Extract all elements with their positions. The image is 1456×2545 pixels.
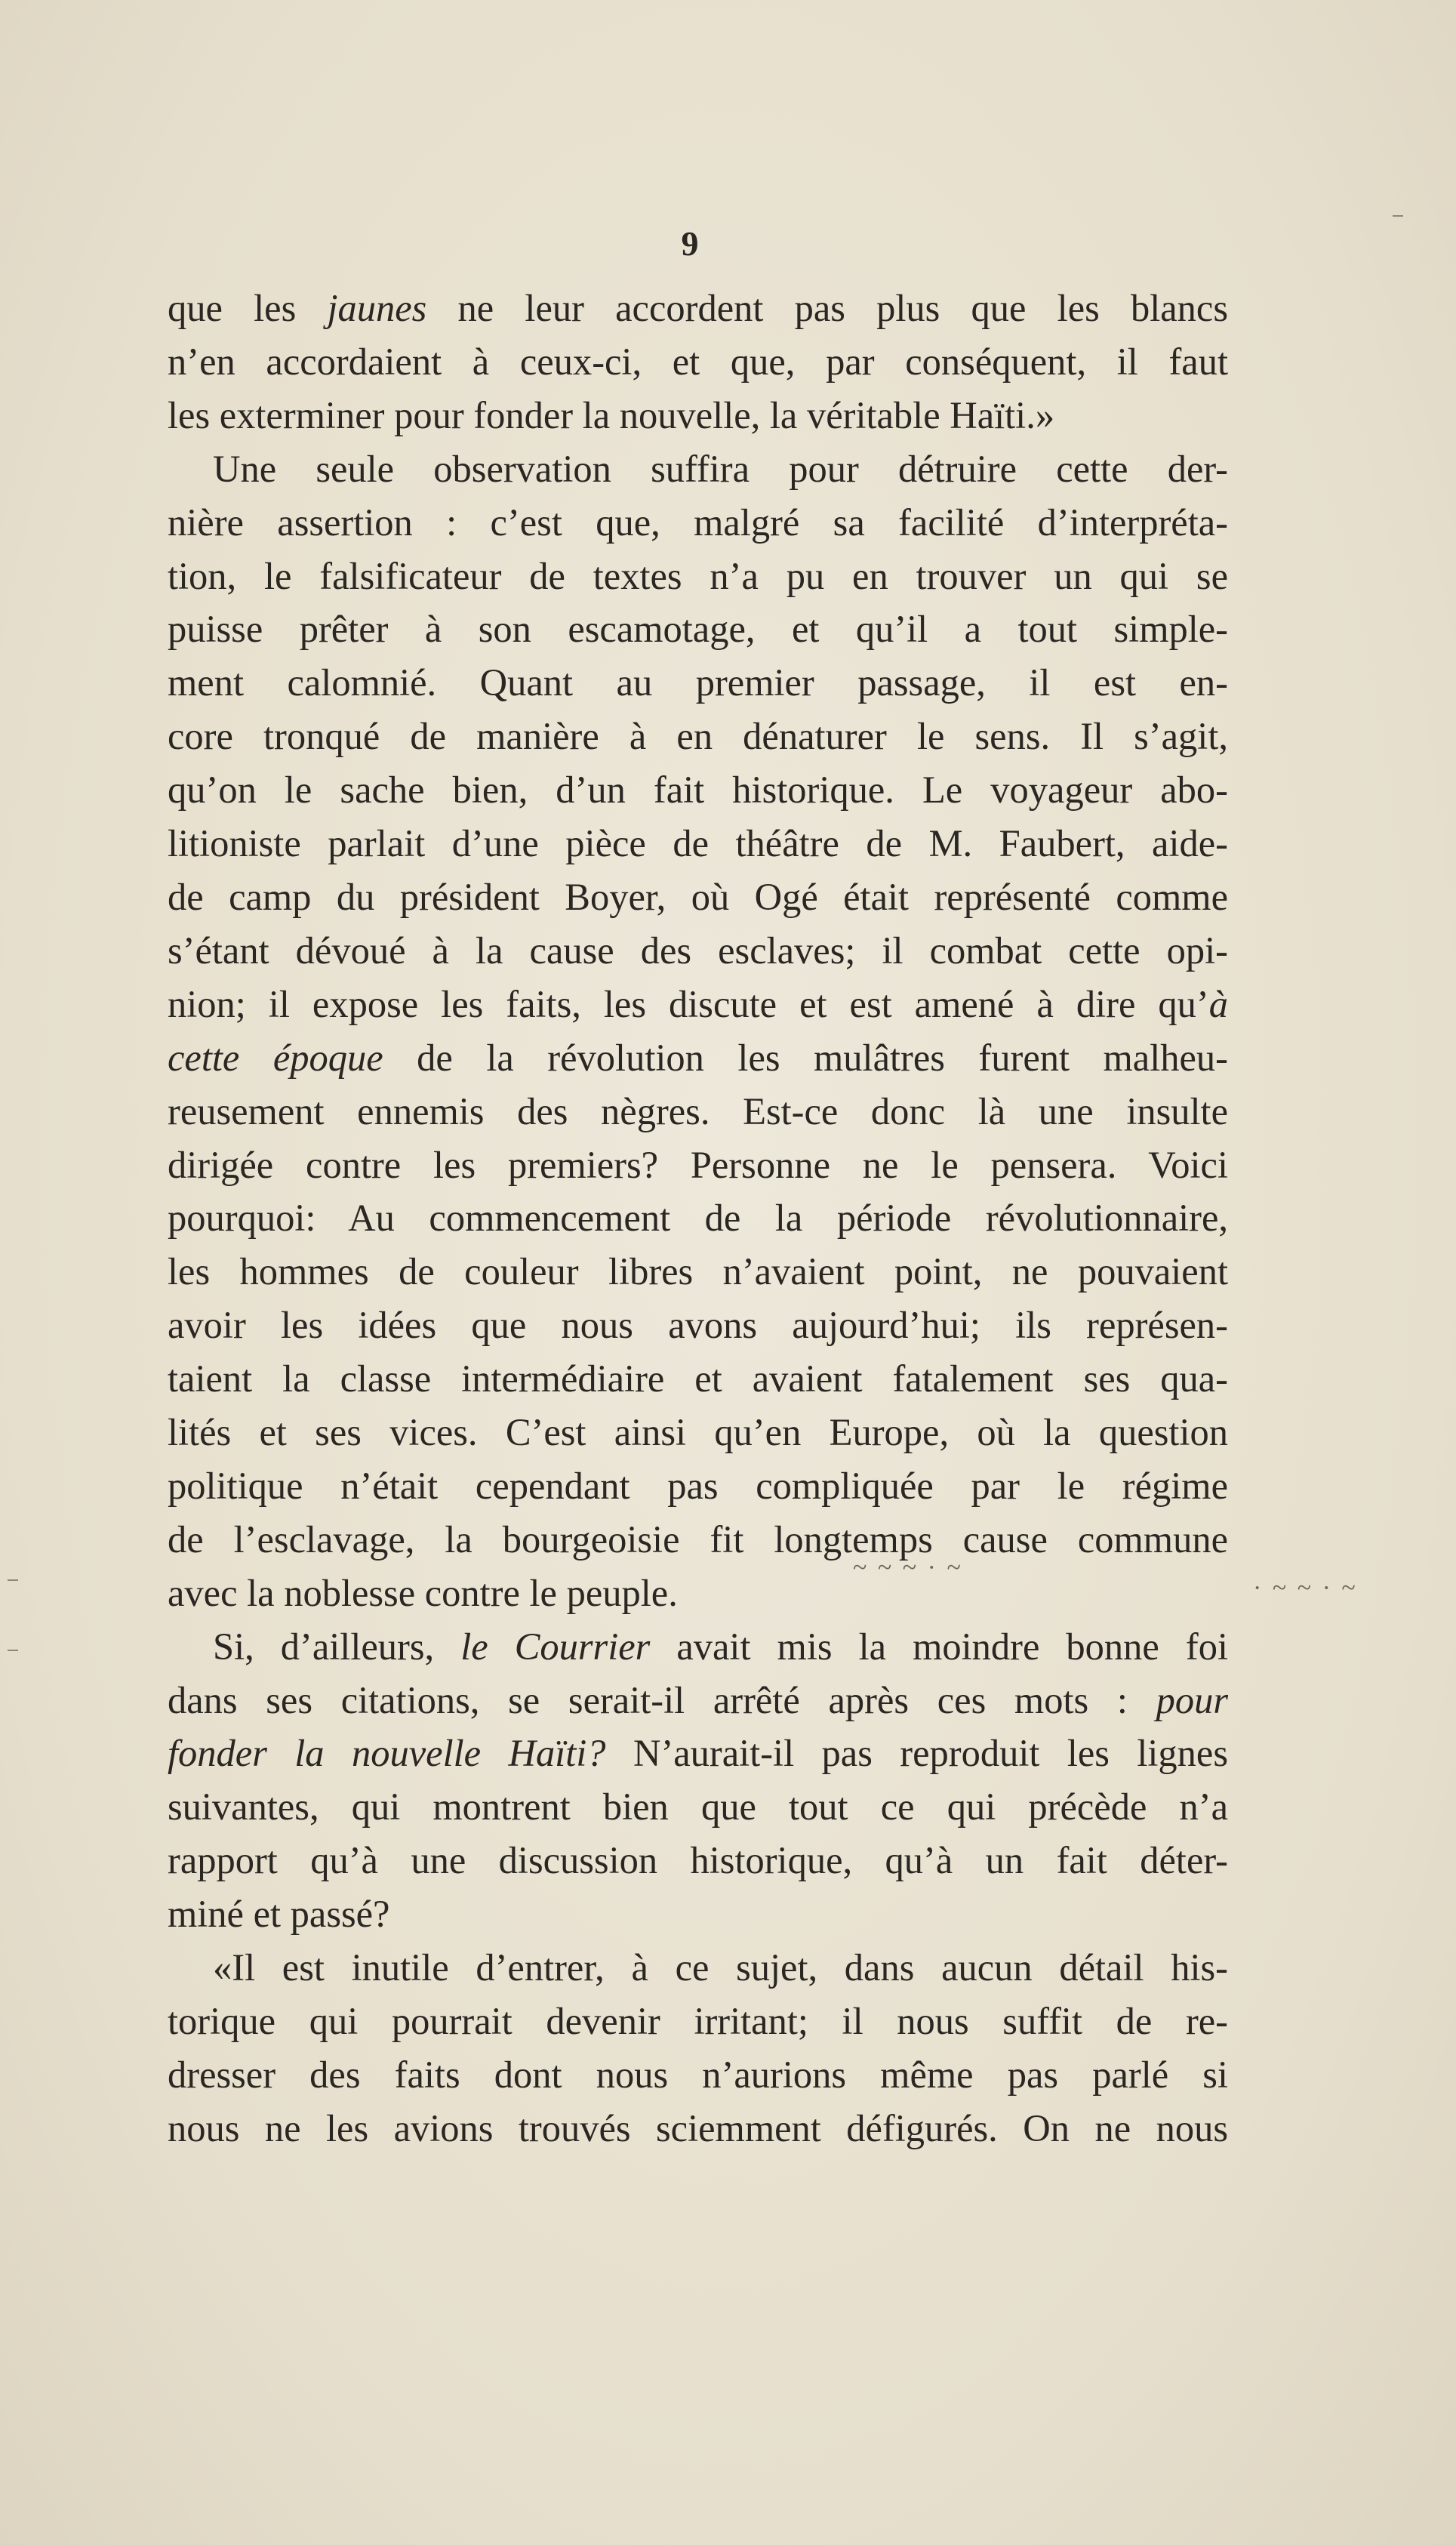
text-segment: que les xyxy=(168,287,328,329)
text-line xyxy=(168,1780,1228,1834)
text-line xyxy=(168,550,1228,603)
italic-text: pour xyxy=(1156,1678,1228,1721)
text-segment: dirigée contre les premiers? Personne ne le pensera. Voici xyxy=(168,1143,1228,1186)
text-line xyxy=(168,1299,1228,1352)
text-segment: ment calomnié. Quant au premier passage, il est en- xyxy=(168,661,1228,704)
print-smudge: ~ ~ ~ · ~ xyxy=(853,1554,963,1582)
text-segment: puisse prêter à son escamotage, et qu’il a tout simple- xyxy=(168,608,1228,651)
text-line xyxy=(168,2048,1228,2102)
italic-text: le Courrier xyxy=(460,1625,651,1668)
italic-text: fonder la nouvelle Haïti? xyxy=(168,1732,606,1775)
text-line xyxy=(168,1674,1228,1727)
text-line xyxy=(168,1138,1228,1192)
text-line xyxy=(168,1834,1228,1887)
text-segment: torique qui pourrait devenir irritant; il nous suffit de re- xyxy=(168,2000,1228,2042)
text-segment: dresser des faits dont nous n’aurions même pas parlé si xyxy=(168,2053,1228,2096)
text-line xyxy=(168,602,1228,656)
text-segment: les exterminer pour fonder la nouvelle, la véritable Haïti.» xyxy=(168,393,1055,436)
body-text xyxy=(168,282,1228,2155)
text-line xyxy=(168,1406,1228,1459)
text-line xyxy=(168,442,1228,496)
text-segment: nous ne les avions trouvés sciemment défigurés. On ne nous xyxy=(168,2106,1228,2149)
text-segment: tion, le falsificateur de textes n’a pu en trouver un qui se xyxy=(168,554,1228,597)
margin-mark xyxy=(8,1579,18,1581)
italic-text: à xyxy=(1208,982,1228,1025)
text-line xyxy=(168,1352,1228,1406)
text-segment: nière assertion : c’est que, malgré sa facilité d’interpréta- xyxy=(168,501,1228,544)
text-segment: dans ses citations, se serait-il arrêté après ces mots : xyxy=(168,1678,1156,1721)
text-segment: ne leur accordent pas plus que les blancs xyxy=(426,287,1228,329)
page-number: 9 xyxy=(681,224,700,263)
text-line xyxy=(168,1727,1228,1780)
text-line xyxy=(168,978,1228,1031)
text-line xyxy=(168,1513,1228,1567)
text-segment: n’en accordaient à ceux-ci, et que, par conséquent, il faut xyxy=(168,340,1228,383)
text-line xyxy=(168,2102,1228,2155)
text-segment: lités et ses vices. C’est ainsi qu’en Europe, où la question xyxy=(168,1411,1228,1454)
text-line xyxy=(168,870,1228,924)
text-segment: N’aurait-il pas reproduit les lignes xyxy=(605,1732,1228,1775)
text-segment: de l’esclavage, la bourgeoisie fit longtemps cause commune xyxy=(168,1517,1228,1561)
text-segment: de camp du président Boyer, où Ogé était représenté comme xyxy=(168,875,1228,918)
text-segment: pourquoi: Au commencement de la période révolutionnaire, xyxy=(168,1197,1228,1240)
text-line xyxy=(168,1459,1228,1513)
text-segment: les hommes de couleur libres n’avaient point, ne pouvaient xyxy=(168,1250,1228,1293)
italic-text: cette époque xyxy=(168,1036,383,1079)
text-segment: qu’on le sache bien, d’un fait historique. Le voyageur abo- xyxy=(168,769,1228,812)
text-segment: litioniste parlait d’une pièce de théâtre de M. Faubert, aide- xyxy=(168,822,1228,865)
text-line xyxy=(168,1941,1228,1995)
text-line xyxy=(168,710,1228,763)
text-line xyxy=(168,1031,1228,1085)
text-segment: avoir les idées que nous avons aujourd’hui; ils représen- xyxy=(168,1304,1228,1347)
text-line xyxy=(168,1191,1228,1245)
text-segment: Une seule observation suffira pour détruire cette der- xyxy=(213,447,1228,490)
text-segment: reusement ennemis des nègres. Est-ce donc là une insulte xyxy=(168,1089,1228,1132)
text-segment: Si, d’ailleurs, xyxy=(213,1625,461,1668)
italic-text: jaunes xyxy=(327,287,427,329)
text-line xyxy=(168,817,1228,870)
text-segment: miné et passé? xyxy=(168,1893,390,1936)
margin-mark xyxy=(8,1650,18,1651)
text-line xyxy=(168,1085,1228,1138)
text-line xyxy=(168,1995,1228,2048)
text-line xyxy=(168,1620,1228,1674)
text-segment: rapport qu’à une discussion historique, qu’à un fait déter- xyxy=(168,1839,1228,1882)
text-segment: avait mis la moindre bonne foi xyxy=(650,1625,1228,1668)
text-segment: avec la noblesse contre le peuple. xyxy=(168,1571,678,1614)
text-segment: core tronqué de manière à en dénaturer le sens. Il s’agit, xyxy=(168,715,1228,758)
margin-mark xyxy=(1393,215,1403,217)
text-segment: «Il est inutile d’entrer, à ce sujet, dans aucun détail his- xyxy=(213,1946,1228,1989)
text-line xyxy=(168,763,1228,817)
text-segment: taient la classe intermédiaire et avaient fatalement ses qua- xyxy=(168,1357,1228,1400)
text-line xyxy=(168,1245,1228,1299)
text-line xyxy=(168,1567,1228,1620)
print-smudge: · ~ ~ · ~ xyxy=(1253,1574,1358,1602)
text-segment: s’étant dévoué à la cause des esclaves; il combat cette opi- xyxy=(168,929,1228,972)
text-segment: nion; il expose les faits, les discute et est amené à dire qu’ xyxy=(168,982,1209,1025)
text-line xyxy=(168,335,1228,389)
text-line xyxy=(168,389,1228,442)
text-line xyxy=(168,496,1228,550)
text-segment: de la révolution les mulâtres furent malheu- xyxy=(383,1036,1228,1079)
text-line xyxy=(168,924,1228,978)
text-line xyxy=(168,1887,1228,1941)
text-segment: politique n’était cependant pas compliquée par le régime xyxy=(168,1464,1228,1507)
text-line xyxy=(168,656,1228,710)
text-line xyxy=(168,282,1228,335)
text-segment: suivantes, qui montrent bien que tout ce qui précède n’a xyxy=(168,1786,1228,1829)
